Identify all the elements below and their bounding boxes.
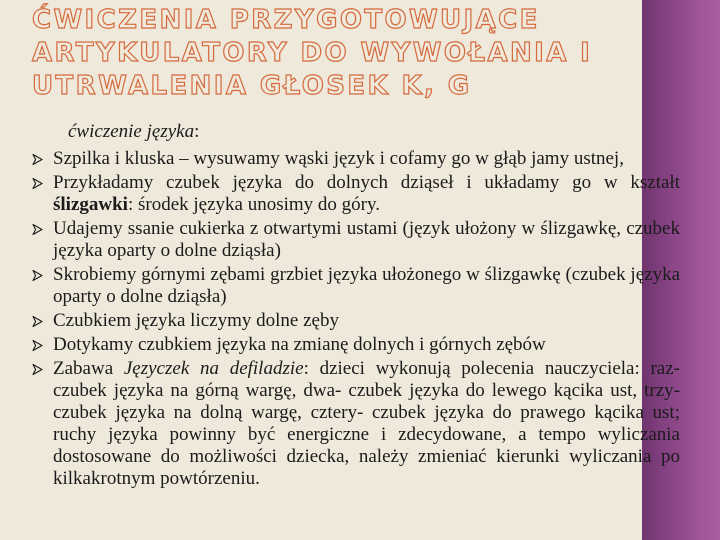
title-line-2: ARTYKULATORY DO WYWOŁANIA I [32, 38, 593, 68]
list-item-text: Skrobiemy górnymi zębami grzbiet języka ułożonego w ślizgawkę (czubek języka oparty o dolne dziąsła) [53, 264, 680, 307]
arrowhead-bullet-icon [32, 340, 43, 351]
list-item [32, 264, 680, 308]
list-item-text-cont: : dzieci wykonują polecenia nauczyciela: raz- czubek języka na górną wargę, dwa- czubek języka do lewego kącika ust, trzy- czubek języka na dolną wargę, cztery- czubek języka do prawego kącika ust; ruchy języka powinny być energiczne i zdecydowane, a tempo wyliczania dostosowane do możliwości dziecka, należy zmieniać kierunki wyliczania po kilkakrotnym powtórzeniu. [53, 358, 680, 489]
list-item [32, 334, 680, 356]
arrowhead-bullet-icon [32, 270, 43, 281]
title-line-1: ĆWICZENIA PRZYGOTOWUJĄCE [32, 5, 540, 35]
list-item-text: Przykładamy czubek języka do dolnych dziąseł i układamy go w kształt [53, 172, 680, 193]
title-line-3: UTRWALENIA GŁOSEK K, G [32, 71, 472, 101]
intro-label: ćwiczenie języka [68, 121, 195, 142]
slide-title [32, 4, 632, 103]
list-item-text: Szpilka i kluska – wysuwamy wąski język i cofamy go w głąb jamy ustnej, [53, 148, 624, 169]
arrowhead-bullet-icon [32, 178, 43, 189]
list-item-text: Dotykamy czubkiem języka na zmianę dolnych i górnych zębów [53, 334, 546, 355]
list-item-text: Udajemy ssanie cukierka z otwartymi ustami (język ułożony w ślizgawkę, czubek języka oparty o dolne dziąsła) [53, 218, 680, 261]
list-item [32, 218, 680, 262]
list-item [32, 358, 680, 490]
list-item-text: Czubkiem języka liczymy dolne zęby [53, 310, 339, 331]
list-item [32, 172, 680, 216]
list-item [32, 148, 680, 170]
intro-colon: : [194, 121, 200, 142]
list-item-bold-term: ślizgawki [53, 194, 128, 215]
arrowhead-bullet-icon [32, 316, 43, 327]
arrowhead-bullet-icon [32, 154, 43, 165]
list-item-text: Zabawa [53, 358, 124, 379]
list-item-italic-title: Języczek na defiladzie [123, 358, 304, 379]
list-item [32, 310, 680, 332]
arrowhead-bullet-icon [32, 364, 43, 375]
intro-heading [68, 121, 199, 143]
exercise-list [32, 148, 680, 490]
list-item-text-cont: : środek języka unosimy do góry. [127, 194, 381, 215]
arrowhead-bullet-icon [32, 224, 43, 235]
